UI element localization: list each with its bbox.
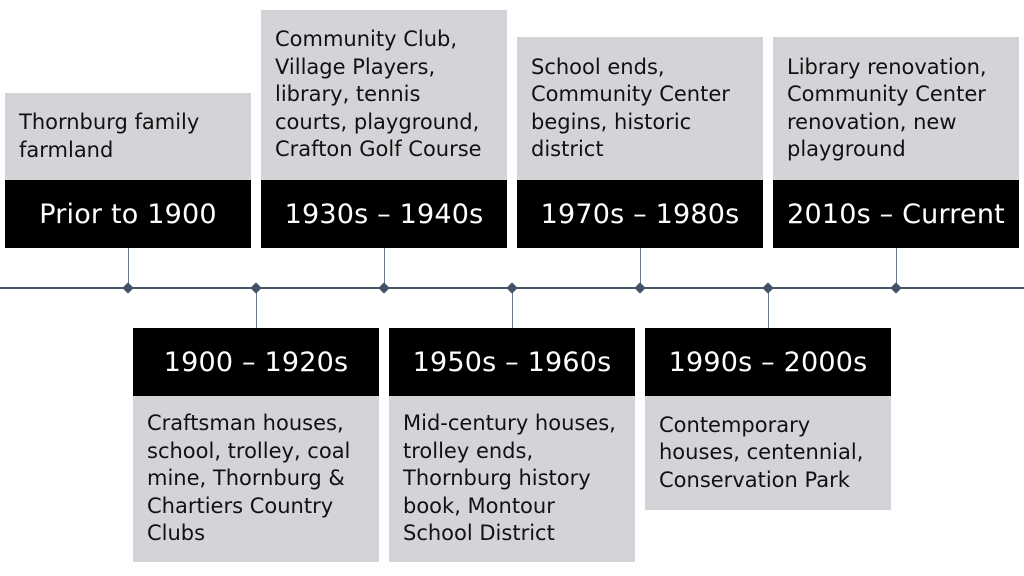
era-header-box	[261, 180, 507, 248]
era-description-line: Community Center	[787, 82, 986, 106]
era-description	[645, 396, 891, 510]
era-description-line: begins, historic	[531, 109, 692, 134]
era-description-line: School ends,	[531, 54, 665, 79]
era-description-line: Community Club,	[275, 27, 458, 52]
era-description-line: Library renovation,	[787, 54, 987, 79]
era-description-line: library, tennis	[275, 82, 421, 107]
era-card	[517, 37, 763, 180]
era-card	[133, 396, 379, 562]
era-description-line: mine, Thornburg &	[147, 466, 345, 491]
era-period-label: 1930s – 1940s	[261, 180, 507, 248]
timeline-marker	[634, 282, 645, 293]
era-description-line: renovation, new	[787, 109, 957, 134]
era-description-line: book, Montour	[403, 493, 555, 518]
era-card	[5, 93, 251, 180]
connector-line	[512, 288, 513, 328]
era-description	[517, 37, 763, 180]
era-header-box	[5, 180, 251, 248]
era-period-label: 1990s – 2000s	[645, 328, 891, 396]
era-description	[5, 93, 251, 180]
era-description	[389, 396, 635, 562]
timeline-marker	[250, 282, 261, 293]
era-header-box	[389, 328, 635, 396]
era-description-line: Crafton Golf Course	[275, 137, 482, 162]
era-description	[133, 396, 379, 562]
era-description-line: Contemporary	[659, 412, 811, 437]
timeline-marker	[890, 282, 901, 293]
era-period-label: 1950s – 1960s	[389, 328, 635, 396]
connector-line	[256, 288, 257, 328]
era-card	[261, 10, 507, 180]
era-description-line: Thornburg history	[403, 466, 591, 491]
era-description-line: Craftsman houses,	[147, 411, 344, 436]
era-description-line: trolley ends,	[403, 438, 534, 463]
era-card	[773, 37, 1019, 180]
timeline-marker	[122, 282, 133, 293]
era-header-box	[773, 180, 1019, 248]
era-description	[261, 10, 507, 180]
era-description-line: school, trolley, coal	[147, 438, 351, 463]
era-description-line: district	[531, 137, 604, 161]
timeline-marker	[762, 282, 773, 293]
era-description-line: School District	[403, 521, 555, 546]
era-description-line: Conservation Park	[659, 467, 850, 492]
era-period-label: Prior to 1900	[5, 180, 251, 248]
era-description-line: farmland	[19, 137, 114, 162]
timeline-marker	[378, 282, 389, 293]
connector-line	[768, 288, 769, 328]
era-description-line: Community Center	[531, 82, 730, 106]
era-description-line: Thornburg family	[19, 110, 200, 134]
era-card	[645, 396, 891, 510]
era-card	[389, 396, 635, 562]
era-header-box	[133, 328, 379, 396]
era-description-line: courts, playground,	[275, 109, 480, 134]
era-period-label: 2010s – Current	[773, 180, 1019, 248]
era-description-line: Clubs	[147, 521, 206, 546]
timeline-marker	[506, 282, 517, 293]
era-period-label: 1970s – 1980s	[517, 180, 763, 248]
era-description	[773, 37, 1019, 180]
era-description-line: Village Players,	[275, 54, 436, 79]
era-description-line: Mid-century houses,	[403, 411, 616, 436]
era-header-box	[517, 180, 763, 248]
era-period-label: 1900 – 1920s	[133, 328, 379, 396]
era-description-line: playground	[787, 137, 906, 161]
era-description-line: Chartiers Country	[147, 493, 334, 518]
era-header-box	[645, 328, 891, 396]
era-description-line: houses, centennial,	[659, 440, 864, 465]
